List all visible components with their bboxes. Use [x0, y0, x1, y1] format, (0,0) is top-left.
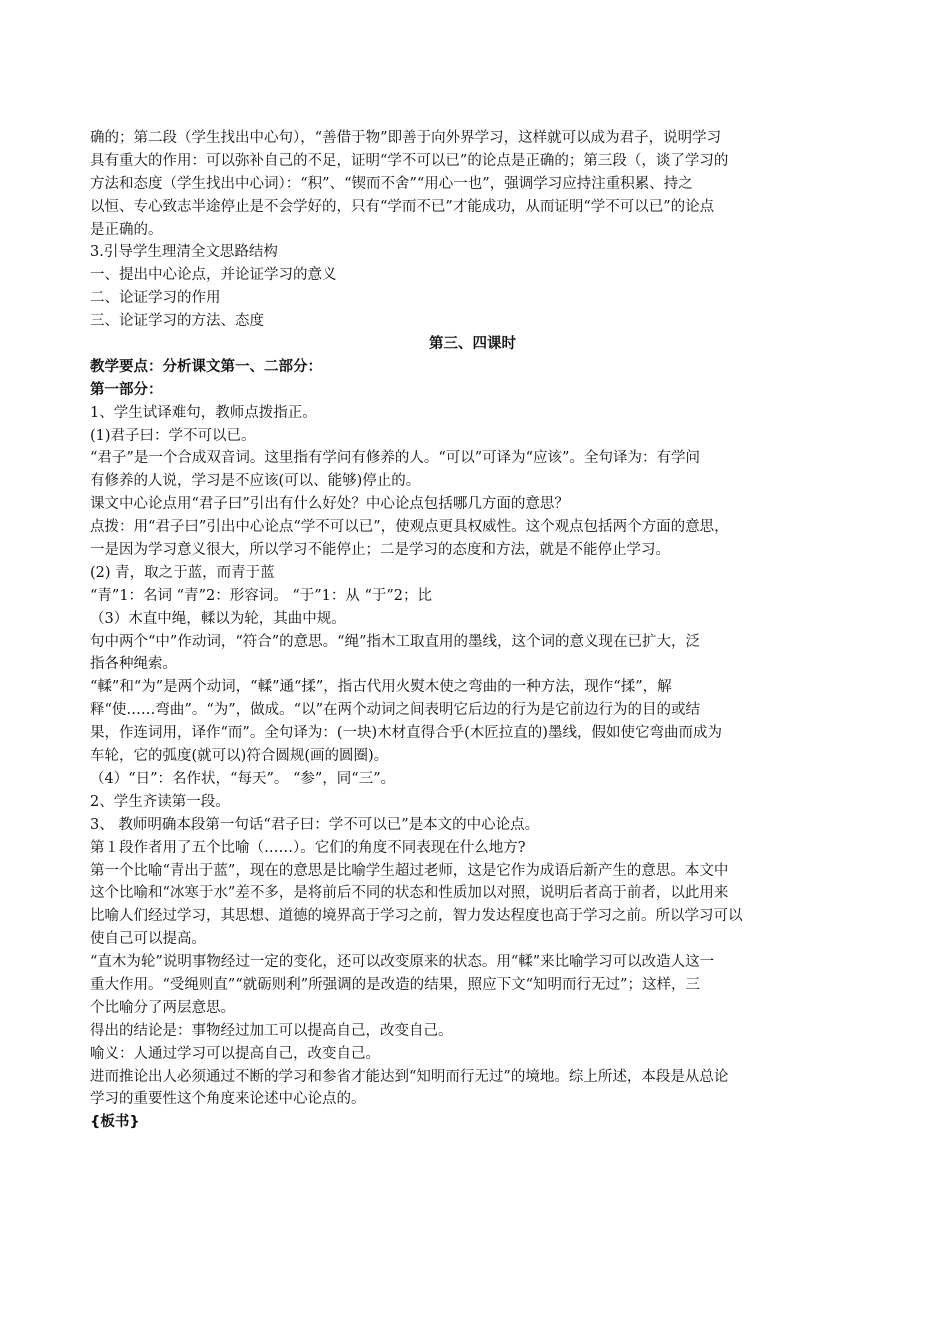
text-line: 车轮，它的弧度(就可以)符合圆规(画的圆圈)。 [90, 748, 389, 765]
text-line: 得出的结论是：事物经过加工可以提高自己，改变自己。 [90, 1022, 453, 1039]
text-line: 点拨：用“君子曰”引出中心论点“学不可以已”，使观点更具权威性。这个观点包括两个方面的意思， [90, 519, 729, 536]
text-line: “君子”是一个合成双音词。这里指有学问有修养的人。“可以”可译为“应该”。全句译为：有学问 [90, 450, 700, 467]
text-line: 这个比喻和“冰寒于水”差不多，是将前后不同的状态和性质加以对照，说明后者高于前者，以此用来 [90, 885, 729, 902]
text-line: 一是因为学习意义很大，所以学习不能停止；二是学习的态度和方法，就是不能停止学习。 [90, 542, 670, 559]
text-line: 三、论证学习的方法、态度 [90, 313, 264, 330]
text-line: 2、学生齐读第一段。 [90, 793, 230, 810]
text-line: 课文中心论点用“君子曰”引出有什么好处？中心论点包括哪几方面的意思？ [90, 496, 569, 513]
text-line: 使自己可以提高。 [90, 931, 206, 948]
document-body [90, 127, 855, 1134]
text-line: 有修养的人说，学习是不应该(可以、能够)停止的。 [90, 473, 421, 490]
text-line: 方法和态度（学生找出中心词）：“积”、“锲而不舍”“用心一也”，强调学习应持注重积累、持之 [90, 175, 693, 192]
section-heading: 第三、四课时 [429, 336, 516, 353]
text-line: “輮”和“为”是两个动词，“輮”通“揉”，指古代用火熨木使之弯曲的一种方法，现作“揉”，解 [90, 679, 672, 696]
text-line: “青”1：名词 “青”2：形容词。 “于”1：从 “于”2；比 [90, 587, 433, 604]
bold-text-line: {板书} [90, 1114, 140, 1131]
text-line: 一、提出中心论点，并论证学习的意义 [90, 267, 337, 284]
text-line: （3）木直中绳，輮以为轮，其曲中规。 [90, 610, 346, 627]
bold-text-line: 第一部分： [90, 381, 163, 398]
text-line: 个比喻分了两层意思。 [90, 999, 235, 1016]
text-line: 释“使……弯曲”。“为”，做成。“以”在两个动词之间表明它后边的行为是它前边行为的目的或结 [90, 702, 700, 719]
text-line: 重大作用。“受绳则直”“就砺则利”所强调的是改造的结果，照应下文“知明而行无过”；这样，三 [90, 976, 700, 993]
text-line: 第一个比喻“青出于蓝”，现在的意思是比喻学生超过老师，这是它作为成语后新产生的意思。本文中 [90, 862, 729, 879]
text-line: 进而推论出人必须通过不断的学习和参省才能达到“知明而行无过”的境地。综上所述，本段是从总论 [90, 1068, 729, 1085]
text-line: 学习的重要性这个角度来论述中心论点的。 [90, 1091, 366, 1108]
text-line: (1)君子曰：学不可以已。 [90, 427, 256, 444]
text-line: 比喻人们经过学习，其思想、道德的境界高于学习之前，智力发达程度也高于学习之前。所以学习可以 [90, 908, 743, 925]
text-line: 以恒、专心致志半途停止是不会学好的，只有“学而不已”才能成功，从而证明“学不可以已”的论点 [90, 198, 715, 215]
text-line: 3.引导学生理清全文思路结构 [90, 244, 278, 261]
text-line: 确的；第二段（学生找出中心句），“善借于物”即善于向外界学习，这样就可以成为君子，说明学习 [90, 130, 722, 146]
text-line: 第１段作者用了五个比喻（……）。它们的角度不同表现在什么地方? [90, 839, 526, 856]
text-line: 是正确的。 [90, 221, 163, 238]
text-line: 指各种绳索。 [90, 656, 177, 673]
text-line: (2) 青，取之于蓝，而青于蓝 [90, 564, 275, 581]
text-line: （4）“日”：名作状，“每天”。 “参”，同“三”。 [90, 770, 396, 787]
text-line: 句中两个“中”作动词，“符合”的意思。“绳”指木工取直用的墨线，这个词的意义现在已扩大，泛 [90, 633, 700, 650]
text-line: 果，作连词用，译作“而”。全句译为：(一块)木材直得合乎(木匠拉直的)墨线，假如使它弯曲而成为 [90, 725, 722, 742]
bold-text-line: 教学要点：分析课文第一、二部分： [90, 358, 322, 375]
text-line: 具有重大的作用：可以弥补自己的不足，证明“学不可以已”的论点是正确的；第三段（，谈了学习的 [90, 152, 729, 169]
text-line: 1、学生试译难句，教师点拨指正。 [90, 404, 317, 421]
text-line: 二、论证学习的作用 [90, 290, 221, 307]
text-line: 喻义：人通过学习可以提高自己，改变自己。 [90, 1045, 380, 1062]
text-line: 3、 教师明确本段第一句话“君子曰：学不可以已”是本文的中心论点。 [90, 816, 540, 833]
text-line: “直木为轮”说明事物经过一定的变化，还可以改变原来的状态。用“輮”来比喻学习可以改造人这一 [90, 954, 715, 971]
